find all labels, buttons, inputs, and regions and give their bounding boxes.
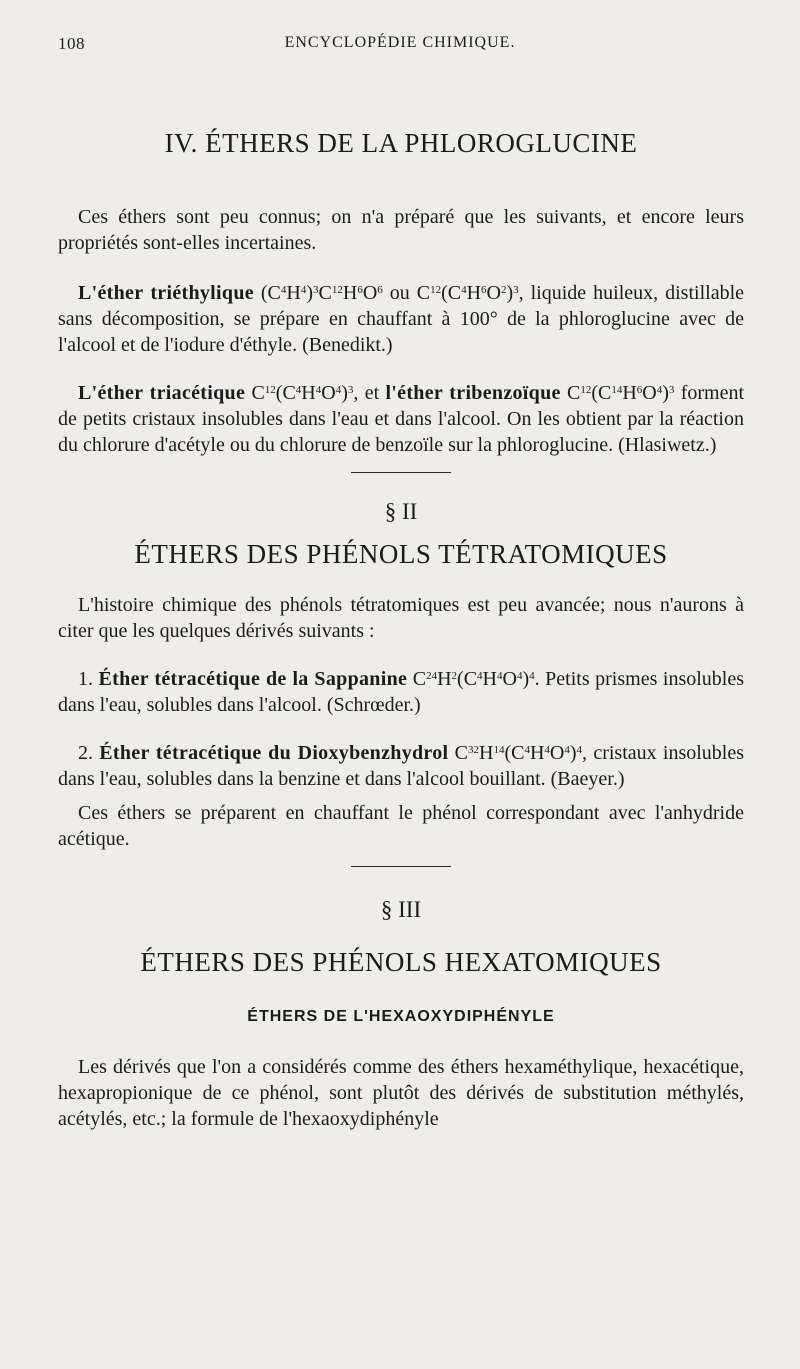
- sappanine-text: Petits prismes insolubles dans l'eau, solubles dans l'alcool. (Schrœder.): [58, 668, 745, 716]
- triethyl-ether-text: liquide huileux, distillable sans décomposition, se prépare en chauffant à 100° de la phloroglucine avec de l'alcool et de l'iodure d'éthyle. (Benedikt.): [58, 282, 745, 356]
- section-iv-title: IV. ÉTHERS DE LA PHLOROGLUCINE: [164, 128, 638, 158]
- sappanine-term: Éther tétracétique de la Sappanine: [98, 668, 408, 690]
- section-iii-mark: § III: [380, 897, 422, 922]
- conjunction: et: [364, 382, 380, 404]
- section-ii-outro: Ces éthers se préparent en chauffant le phénol correspondant avec l'anhydride acétique.: [58, 802, 744, 850]
- dioxybenzhydrol-item: 2. Éther tétracétique du Dioxybenzhydrol $C^{32}H^{14}(C^4H^4O^4)^4$, cristaux insolubles dans l'eau, solubles dans la benzine et dans l'alcool bouillant. (Baeyer.): [58, 742, 744, 790]
- page-header: [58, 34, 742, 58]
- section-iv-intro: Ces éthers sont peu connus; on n'a préparé que les suivants, et encore leurs propriétés sont-elles incertaines.: [58, 206, 744, 254]
- triethyl-ether-paragraph: L'éther triéthylique $(C^4H^4)^3C^{12}H^6O^6$ ou $C^{12}(C^4H^6O^2)^3$, liquide huileux, distillable sans décomposition, se prépare en chauffant à 100° de la phloroglucine avec de l'alcool et de l'iodure d'éthyle. (Benedikt.): [58, 282, 745, 356]
- page-body: [58, 128, 744, 1132]
- item-number: 1.: [78, 668, 93, 690]
- sappanine-item: 1. Éther tétracétique de la Sappanine $C^{24}H^2(C^4H^4O^4)^4$. Petits prismes insolubles dans l'eau, solubles dans l'alcool. (Schrœder.): [58, 668, 745, 716]
- triacetic-ether-term: L'éther triacétique: [78, 382, 246, 404]
- dioxybenzhydrol-text: cristaux insolubles dans l'eau, solubles dans la benzine et dans l'alcool bouillant. (Baeyer.): [58, 742, 744, 790]
- item-number: 2.: [78, 742, 93, 764]
- triacetic-ether-text: forment de petits cristaux insolubles dans l'eau et dans l'alcool. On les obtient par la réaction du chlorure d'acétyle ou du chlorure de benzoïle sur la phloroglucine. (Hlasiwetz.): [58, 382, 745, 456]
- section-iii-subtitle: ÉTHERS DE L'HEXAOXYDIPHÉNYLE: [247, 1008, 555, 1025]
- section-iii-title: ÉTHERS DES PHÉNOLS HEXATOMIQUES: [140, 947, 662, 977]
- tribenzoic-ether-term: l'éther tribenzoïque: [385, 382, 561, 404]
- triethyl-ether-term: L'éther triéthylique: [78, 282, 254, 304]
- section-iii-intro: Les dérivés que l'on a considérés comme des éthers hexaméthylique, hexacétique, hexapropionique de ce phénol, sont plutôt des dérivés de substitution méthylés, acétylés, etc.; la formule de l'hexaoxydiphényle: [58, 1056, 744, 1130]
- section-ii-mark: § II: [384, 499, 418, 524]
- triacetic-ether-paragraph: L'éther triacétique $C^{12}(C^4H^4O^4)^3$, et l'éther tribenzoïque $C^{12}(C^{14}H^6O^4)^3$ forment de petits cristaux insolubles dans l'eau et dans l'alcool. On les obtient par la réaction du chlorure d'acétyle ou du chlorure de benzoïle sur la phloroglucine. (Hlasiwetz.): [58, 382, 745, 456]
- section-ii-intro: L'histoire chimique des phénols tétratomiques est peu avancée; nous n'aurons à citer que les quelques dérivés suivants :: [58, 594, 744, 642]
- running-title: ENCYCLOPÉDIE CHIMIQUE.: [284, 34, 516, 51]
- page-number: 108: [58, 34, 85, 53]
- section-ii-title: ÉTHERS DES PHÉNOLS TÉTRATOMIQUES: [134, 539, 668, 569]
- dioxybenzhydrol-term: Éther tétracétique du Dioxybenzhydrol: [99, 742, 449, 764]
